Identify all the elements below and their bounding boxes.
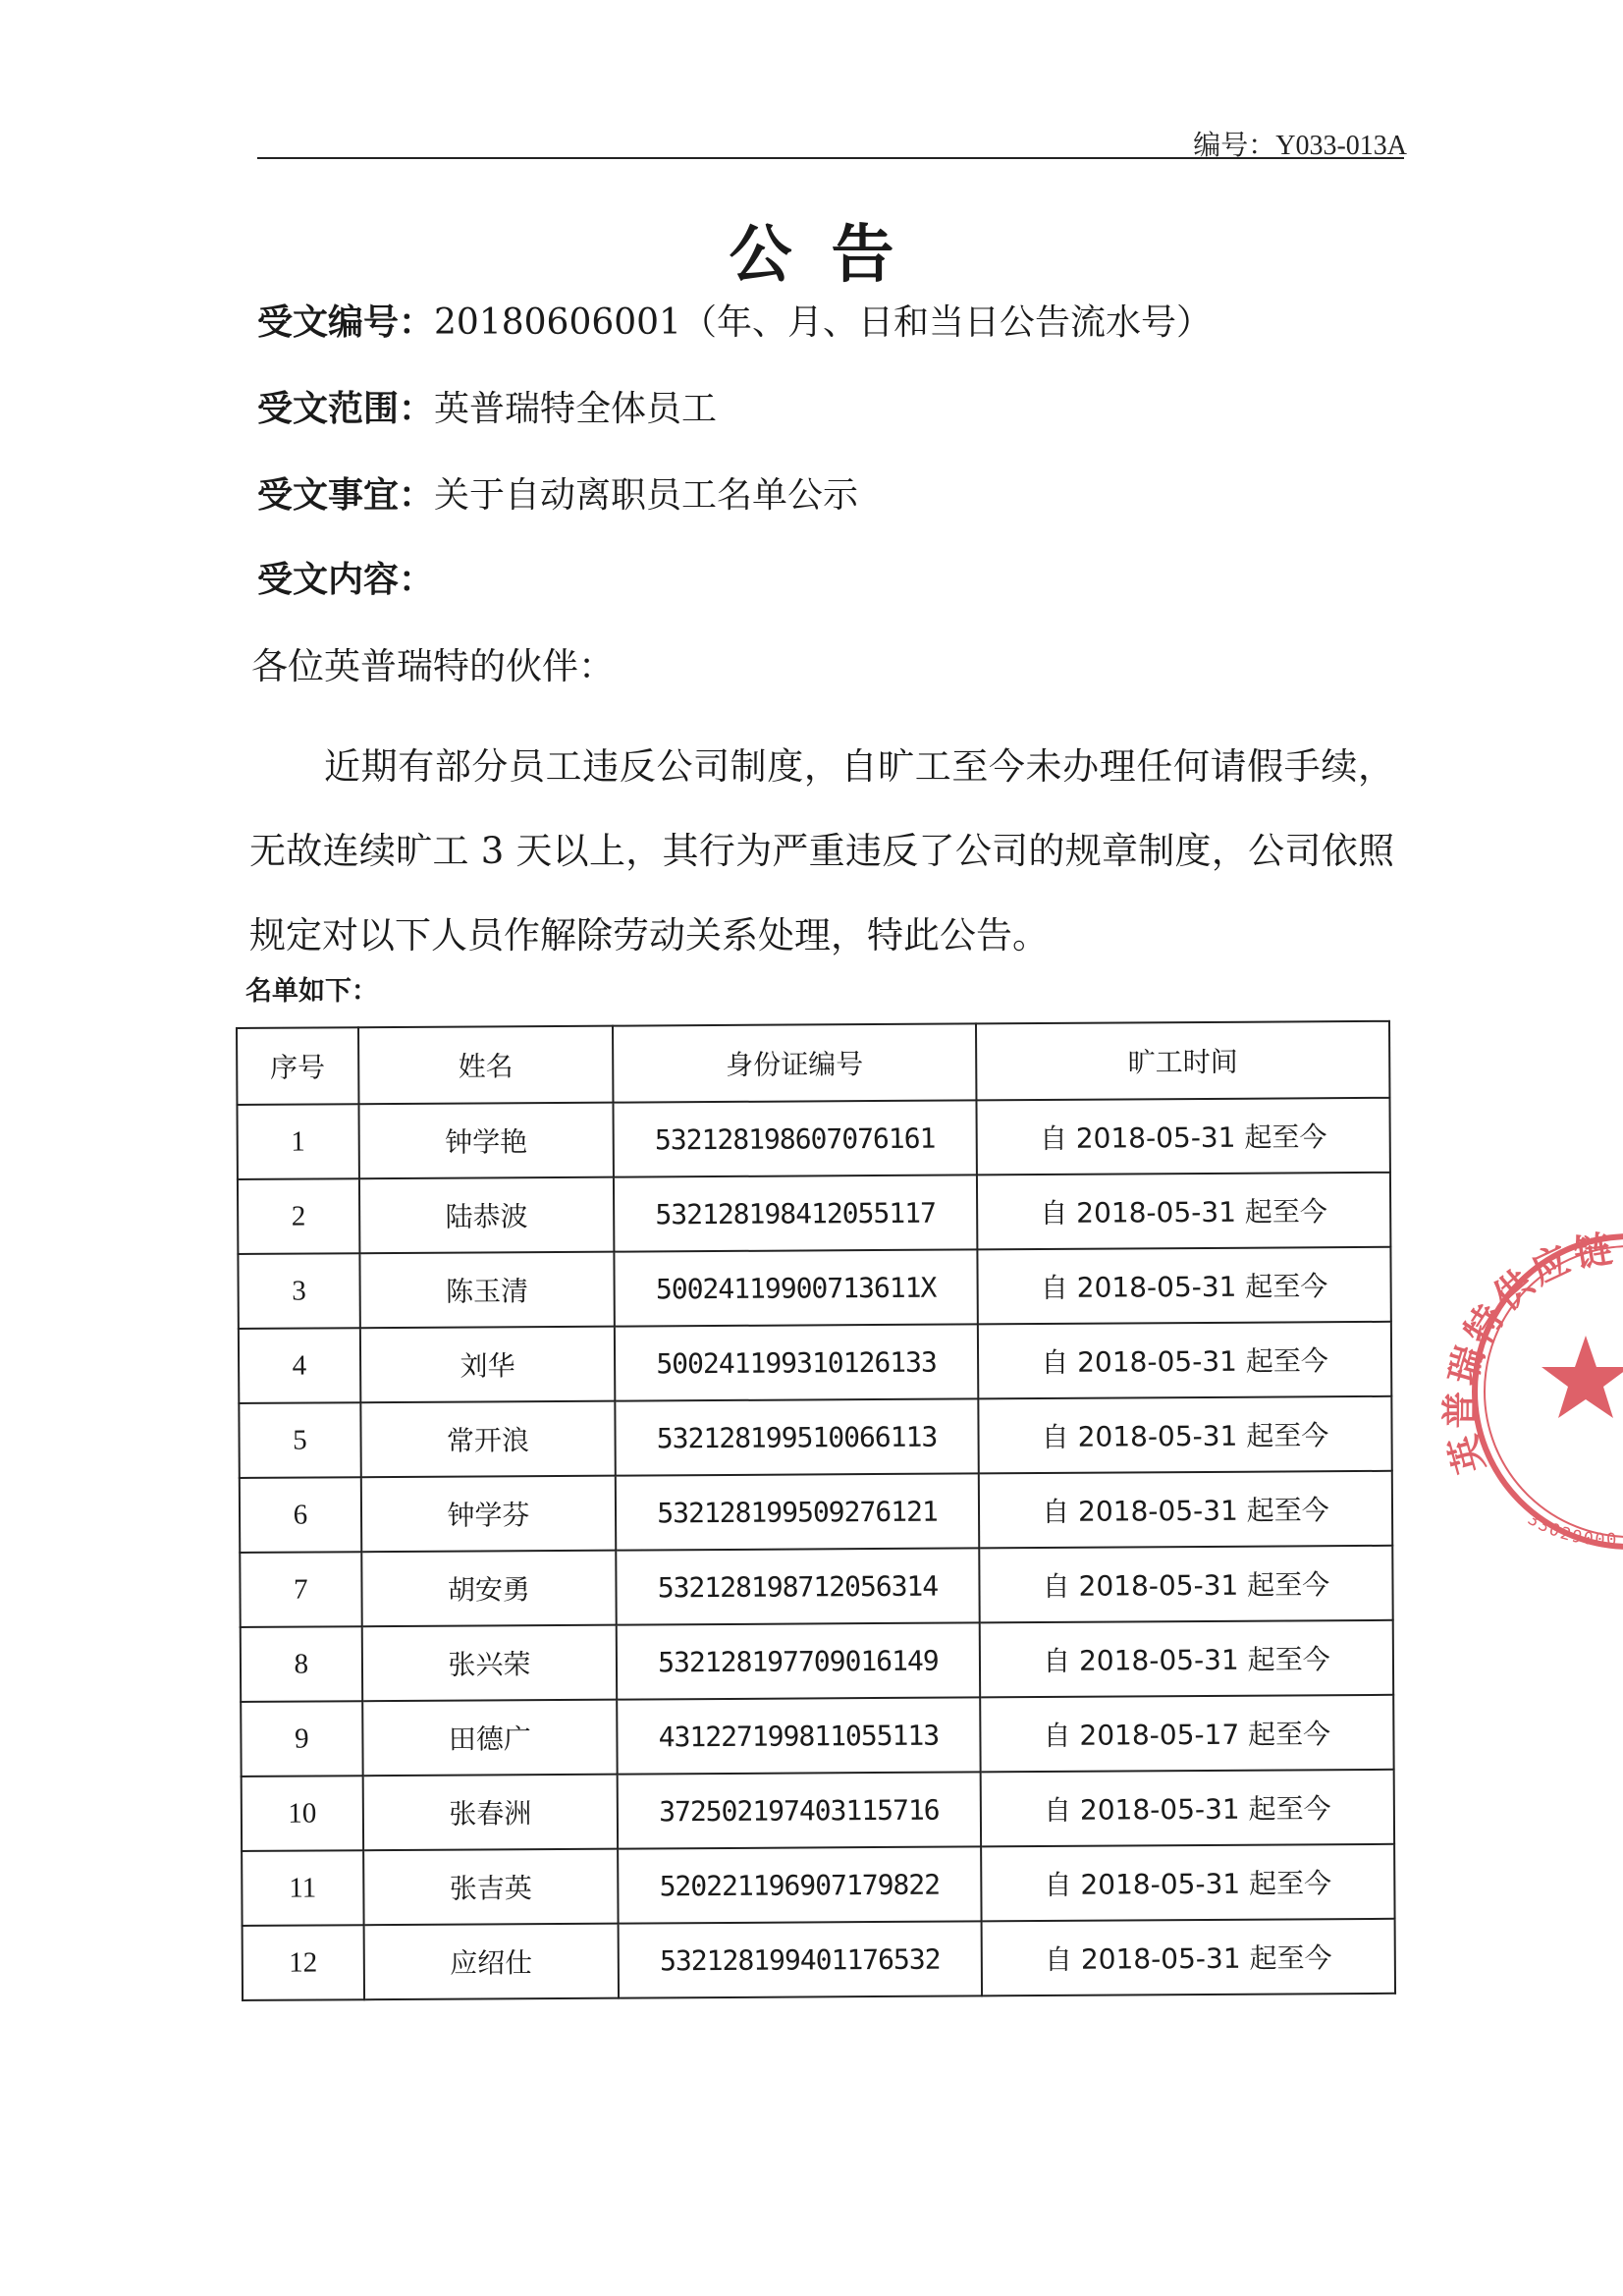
seal-text: 英普瑞特供应链 (1438, 1226, 1619, 1478)
header-id: 身份证编号 (613, 1023, 976, 1102)
cell-seq: 2 (238, 1178, 359, 1254)
field-label: 受文内容： (257, 560, 435, 600)
cell-absence: 自 2018-05-31 起至今 (979, 1546, 1393, 1623)
table-row (240, 1546, 1392, 1627)
table-row (240, 1471, 1392, 1553)
cell-absence: 自 2018-05-31 起至今 (977, 1173, 1391, 1250)
field-subject (257, 467, 858, 518)
document-code: 编号：Y033-013A (1193, 131, 1407, 161)
cell-seq: 11 (242, 1850, 363, 1926)
dismissal-table (236, 1020, 1396, 2001)
cell-name: 张春洲 (362, 1775, 618, 1851)
field-label: 受文编号： (257, 302, 435, 343)
field-label: 受文事宜： (257, 475, 435, 516)
cell-name: 张吉英 (363, 1849, 619, 1926)
cell-absence: 自 2018-05-31 起至今 (981, 1770, 1395, 1847)
table-header-row (237, 1021, 1389, 1105)
cell-id: 50024119900713611X (615, 1249, 978, 1326)
page-title: 公告 (729, 219, 934, 292)
seal-code: 33029000 (1524, 1509, 1619, 1551)
field-value: 关于自动离职员工名单公示 (434, 475, 859, 516)
table-row (243, 1919, 1395, 2000)
cell-name: 陆恭波 (359, 1177, 615, 1254)
cell-absence: 自 2018-05-31 起至今 (981, 1844, 1395, 1922)
cell-name: 陈玉清 (359, 1252, 615, 1329)
field-content (257, 552, 434, 602)
cell-absence: 自 2018-05-31 起至今 (977, 1247, 1391, 1325)
company-seal (1429, 1223, 1623, 1561)
cell-absence: 自 2018-05-31 起至今 (978, 1396, 1392, 1474)
cell-seq: 6 (240, 1477, 361, 1553)
cell-seq: 4 (239, 1328, 360, 1403)
field-value: 英普瑞特全体员工 (434, 389, 718, 429)
table-row (241, 1695, 1393, 1777)
cell-seq: 7 (240, 1552, 361, 1627)
cell-id: 431227199811055113 (617, 1697, 980, 1774)
cell-id: 532128198712056314 (616, 1548, 979, 1624)
seal-star-icon (1542, 1336, 1623, 1418)
cell-name: 刘华 (360, 1327, 616, 1403)
field-scope (257, 381, 717, 431)
cell-name: 张兴荣 (361, 1625, 617, 1702)
cell-id: 500241199310126133 (615, 1324, 978, 1400)
cell-name: 胡安勇 (361, 1551, 617, 1627)
list-heading: 名单如下： (245, 976, 378, 1007)
cell-id: 372502197403115716 (618, 1772, 981, 1848)
cell-id: 532128199401176532 (619, 1921, 982, 1997)
cell-seq: 10 (242, 1776, 363, 1851)
table-row (241, 1620, 1393, 1702)
cell-id: 532128198412055117 (614, 1175, 977, 1251)
cell-name: 田德广 (362, 1700, 618, 1777)
cell-name: 钟学芬 (361, 1476, 617, 1553)
cell-id: 532128198607076161 (614, 1100, 977, 1176)
cell-seq: 5 (239, 1402, 360, 1478)
header-rule (257, 157, 1404, 159)
table-row (242, 1844, 1394, 1926)
cell-id: 532128197709016149 (617, 1622, 980, 1699)
header-name: 姓名 (358, 1026, 614, 1105)
cell-seq: 3 (238, 1253, 359, 1329)
cell-absence: 自 2018-05-17 起至今 (980, 1695, 1394, 1773)
table-row (242, 1770, 1394, 1851)
table-row (239, 1322, 1391, 1403)
cell-id: 532128199510066113 (615, 1398, 978, 1475)
cell-seq: 1 (237, 1104, 358, 1179)
table-row (237, 1098, 1389, 1179)
cell-id: 520221196907179822 (618, 1846, 981, 1923)
cell-name: 常开浪 (360, 1401, 616, 1478)
header-absence: 旷工时间 (976, 1021, 1390, 1101)
table-row (238, 1247, 1390, 1329)
cell-seq: 12 (243, 1925, 364, 2000)
field-label: 受文范围： (257, 389, 435, 429)
announcement-body: 近期有部分员工违反公司制度，自旷工至今未办理任何请假手续，无故连续旷工 3 天以上，其行为严重违反了公司的规章制度，公司依照规定对以下人员作解除劳动关系处理，特此公告。 (249, 745, 1394, 957)
cell-seq: 8 (241, 1626, 362, 1702)
cell-absence: 自 2018-05-31 起至今 (981, 1919, 1395, 1996)
cell-absence: 自 2018-05-31 起至今 (976, 1098, 1390, 1175)
table-row (238, 1173, 1390, 1254)
salutation: 各位英普瑞特的伙伴： (251, 645, 615, 687)
cell-id: 532128199509276121 (616, 1473, 979, 1550)
cell-absence: 自 2018-05-31 起至今 (979, 1471, 1393, 1549)
field-doc-number (257, 295, 1212, 345)
cell-name: 钟学艳 (358, 1103, 614, 1179)
table-row (239, 1396, 1391, 1478)
cell-absence: 自 2018-05-31 起至今 (980, 1620, 1394, 1698)
cell-absence: 自 2018-05-31 起至今 (978, 1322, 1392, 1399)
cell-seq: 9 (241, 1701, 362, 1777)
cell-name: 应绍仕 (363, 1924, 619, 2000)
header-seq: 序号 (237, 1027, 358, 1105)
field-value: 20180606001（年、月、日和当日公告流水号） (434, 302, 1212, 343)
